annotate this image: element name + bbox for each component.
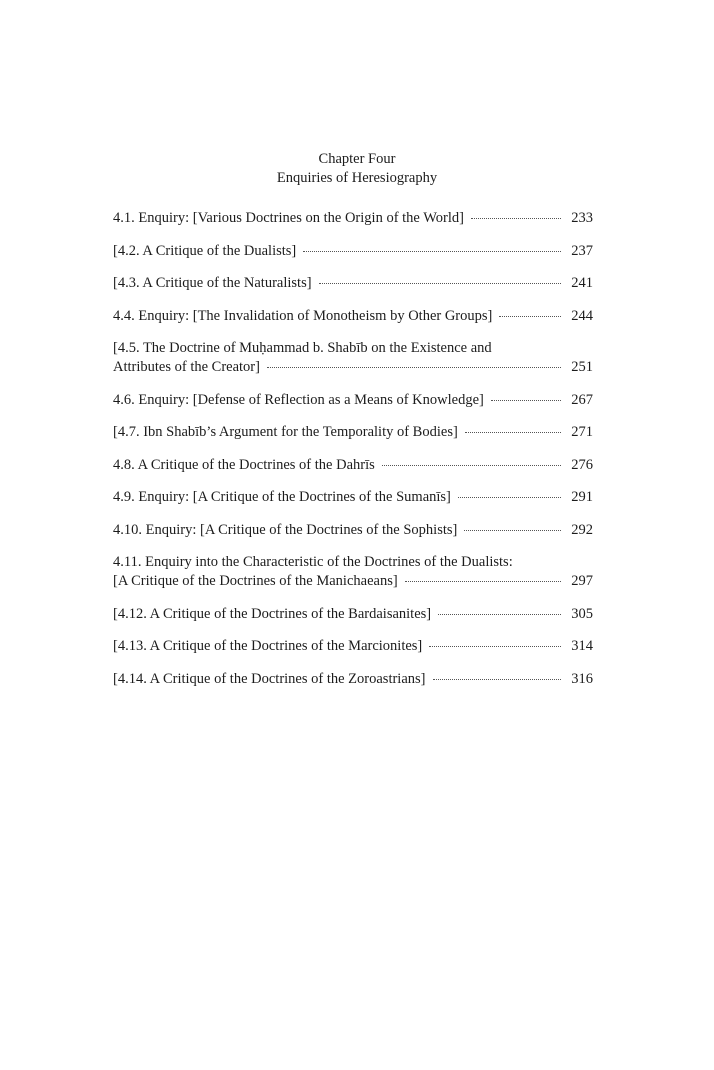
toc-line (113, 358, 593, 377)
toc-page-number: 271 (571, 424, 593, 440)
toc-line (113, 423, 593, 442)
toc-line (113, 521, 593, 540)
toc-line (113, 670, 593, 689)
toc-entry-4-6[interactable] (113, 391, 593, 410)
toc-entry-title-first-line: 4.11. Enquiry into the Characteristic of the Doctrines of the Dualists: (113, 554, 513, 570)
dot-leader (319, 283, 561, 284)
dot-leader (438, 614, 561, 615)
toc-entry-4-12[interactable] (113, 605, 593, 624)
toc-entry-title: 4.1. Enquiry: [Various Doctrines on the Origin of the World] (113, 210, 464, 226)
toc-line (113, 572, 593, 591)
toc-entry-4-11[interactable] (113, 553, 593, 591)
toc-entry-title-first-line: [4.5. The Doctrine of Muḥammad b. Shabīb on the Existence and (113, 340, 492, 356)
toc-page-number: 251 (571, 359, 593, 375)
toc-page-number: 244 (571, 307, 593, 324)
dot-leader (491, 400, 561, 401)
toc-page-number: 233 (571, 210, 593, 226)
toc-line (113, 391, 593, 410)
toc-entry-title: 4.9. Enquiry: [A Critique of the Doctrines of the Sumanīs] (113, 489, 451, 505)
toc-page-number: 237 (571, 242, 593, 259)
toc-entry-title: [4.7. Ibn Shabīb’s Argument for the Temporality of Bodies] (113, 424, 458, 440)
toc-page-number: 316 (571, 670, 593, 687)
toc-entry-4-5[interactable] (113, 339, 593, 377)
toc-entry-title: [4.13. A Critique of the Doctrines of the Marcionites] (113, 638, 423, 654)
chapter-title: Enquiries of Heresiography (276, 170, 438, 186)
chapter-label: Chapter Four (318, 151, 396, 167)
toc-line (113, 605, 593, 624)
dot-leader (465, 432, 561, 433)
toc-entry-title: [4.2. A Critique of the Dualists] (113, 242, 297, 259)
dot-leader (405, 581, 561, 582)
toc-entry-4-3[interactable] (113, 274, 593, 293)
dot-leader (458, 497, 561, 498)
toc-line (113, 637, 593, 656)
dot-leader (464, 530, 561, 531)
toc-entry-title: [4.3. A Critique of the Naturalists] (113, 275, 312, 291)
dot-leader (382, 465, 561, 466)
toc-entry-4-2[interactable] (113, 242, 593, 261)
toc-entry-4-10[interactable] (113, 521, 593, 540)
chapter-header (0, 150, 714, 188)
dot-leader (303, 251, 561, 252)
toc-entry-title: [4.14. A Critique of the Doctrines of the Zoroastrians] (113, 670, 426, 687)
toc-entry-title: 4.6. Enquiry: [Defense of Reflection as a Means of Knowledge] (113, 391, 484, 408)
toc-page-number: 276 (571, 456, 593, 473)
toc-line (113, 274, 593, 293)
toc-line (113, 242, 593, 261)
toc-page-number: 314 (571, 638, 593, 654)
toc-line (113, 456, 593, 475)
toc-entry-title: [A Critique of the Doctrines of the Manichaeans] (113, 573, 398, 589)
toc-entry-4-8[interactable] (113, 456, 593, 475)
dot-leader (429, 646, 561, 647)
dot-leader (471, 218, 561, 219)
toc-page-number: 292 (571, 521, 593, 538)
toc-page-number: 297 (571, 573, 593, 589)
toc-entry-title: 4.8. A Critique of the Doctrines of the Dahrīs (113, 456, 375, 473)
toc-entry-title: [4.12. A Critique of the Doctrines of the Bardaisanites] (113, 605, 432, 622)
toc-page-number: 291 (571, 489, 593, 505)
toc-line (113, 488, 593, 507)
toc-entry-4-4[interactable] (113, 307, 593, 326)
dot-leader (499, 316, 561, 317)
toc-page-number: 305 (571, 605, 593, 622)
dot-leader (267, 367, 561, 368)
table-of-contents (113, 209, 593, 702)
toc-entry-4-7[interactable] (113, 423, 593, 442)
toc-entry-4-9[interactable] (113, 488, 593, 507)
toc-page-number: 267 (571, 391, 593, 408)
toc-entry-4-1[interactable] (113, 209, 593, 228)
toc-entry-title: 4.10. Enquiry: [A Critique of the Doctrines of the Sophists] (113, 521, 458, 538)
toc-page-number: 241 (571, 275, 593, 291)
dot-leader (433, 679, 562, 680)
toc-entry-4-13[interactable] (113, 637, 593, 656)
toc-entry-4-14[interactable] (113, 670, 593, 689)
toc-line (113, 209, 593, 228)
toc-entry-title: Attributes of the Creator] (113, 359, 260, 375)
toc-entry-title: 4.4. Enquiry: [The Invalidation of Monotheism by Other Groups] (113, 307, 493, 324)
toc-line (113, 307, 593, 326)
